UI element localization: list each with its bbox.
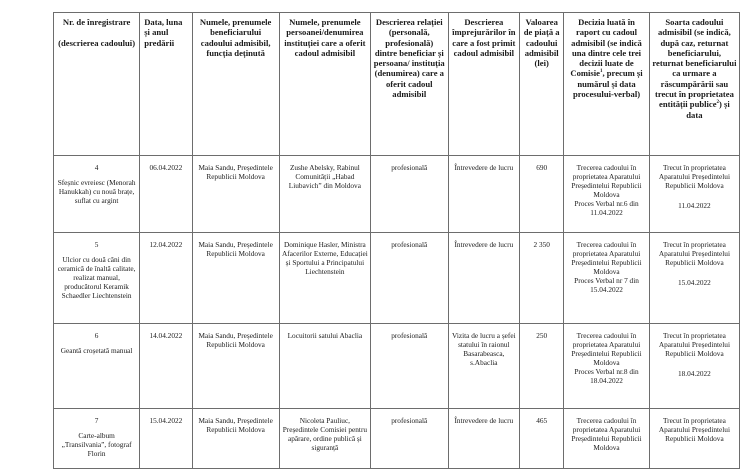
- col-header-date: Data, luna și anul predării: [140, 13, 192, 156]
- cell-giver: Zushe Abelsky, Rabinul Comunității „Habad Liubavich” din Moldova: [279, 156, 370, 233]
- cell-nr-description: 7 Carte-album „Transilvania”, fotograf Florin: [54, 409, 140, 469]
- cell-relation: profesională: [371, 409, 448, 469]
- table-row: [54, 324, 740, 409]
- cell-value: 250: [520, 324, 564, 409]
- cell-decision: Trecerea cadoului în proprietatea Aparatului Președintelui Republicii Moldova: [564, 409, 650, 469]
- gifts-register-table: [53, 12, 740, 469]
- table-row: [54, 233, 740, 324]
- cell-giver: Locuitorii satului Abaclia: [279, 324, 370, 409]
- col-header-value: Valoarea de piață a cadoului admisibil (lei): [520, 13, 564, 156]
- cell-value: 2 350: [520, 233, 564, 324]
- cell-nr-description: 5 Ulcior cu două căni din ceramică de înaltă calitate, realizat manual, producătorul Keramik Schaedler Liechtenstein: [54, 233, 140, 324]
- cell-fate: Trecut în proprietatea Aparatului Președintelui Republicii Moldova: [649, 409, 739, 469]
- cell-decision: Trecerea cadoului în proprietatea Aparatului Președintelui Republicii Moldova Proces Verbal nr 7 din 15.04.2022: [564, 233, 650, 324]
- cell-nr-description: 6 Geantă croșetată manual: [54, 324, 140, 409]
- cell-circumstances: Întrevedere de lucru: [448, 156, 520, 233]
- col-header-nr: [54, 13, 140, 156]
- cell-fate: Trecut în proprietatea Aparatului Președintelui Republicii Moldova 11.04.2022: [649, 156, 739, 233]
- cell-beneficiary: Maia Sandu, Președintele Republicii Moldova: [192, 233, 279, 324]
- cell-circumstances: Vizita de lucru a șefei statului în raionul Basarabeasca, s.Abaclia: [448, 324, 520, 409]
- cell-value: 690: [520, 156, 564, 233]
- cell-relation: profesională: [371, 324, 448, 409]
- cell-value: 465: [520, 409, 564, 469]
- cell-date: 15.04.2022: [140, 409, 192, 469]
- table-row: [54, 409, 740, 469]
- col-header-fate: Soarta cadoului admisibil (se indică, după caz, returnat beneficiarului, returnat beneficiarului ca urmare a răscumpărării sau trecut în proprietatea entității publice$^2$) și data: [649, 13, 739, 156]
- table-row: [54, 156, 740, 233]
- col-header-beneficiary: Numele, prenumele beneficiarului cadoului admisibil, funcția deținută: [192, 13, 279, 156]
- cell-date: 06.04.2022: [140, 156, 192, 233]
- cell-nr-description: 4 Sfeșnic evreiesc (Menorah Hanukkah) cu nouă brațe, suflat cu argint: [54, 156, 140, 233]
- col-header-circumstances: Descrierea împrejurărilor în care a fost primit cadoul admisibil: [448, 13, 520, 156]
- col-header-nr-label: Nr. de înregistrare: [62, 17, 131, 27]
- cell-decision: Trecerea cadoului în proprietatea Aparatului Președintelui Republicii Moldova Proces Verbal nr.8 din 18.04.2022: [564, 324, 650, 409]
- cell-giver: Dominique Hasler, Ministra Afacerilor Externe, Educației și Sportului a Principatului Liechtenstein: [279, 233, 370, 324]
- cell-beneficiary: Maia Sandu, Președintele Republicii Moldova: [192, 156, 279, 233]
- cell-giver: Nicoleta Pauliuc, Președintele Comisiei pentru apărare, ordine publică și siguranță: [279, 409, 370, 469]
- col-header-nr-sub: (descrierea cadoului): [58, 37, 136, 48]
- cell-beneficiary: Maia Sandu, Președintele Republicii Moldova: [192, 324, 279, 409]
- col-header-relation: Descrierea relației (personală, profesională) dintre beneficiar și persoana/ instituția (denumirea) care a oferit cadoul admisibil: [371, 13, 448, 156]
- cell-relation: profesională: [371, 156, 448, 233]
- cell-fate: Trecut în proprietatea Aparatului Președintelui Republicii Moldova 18.04.2022: [649, 324, 739, 409]
- cell-circumstances: Întrevedere de lucru: [448, 409, 520, 469]
- cell-relation: profesională: [371, 233, 448, 324]
- cell-decision: Trecerea cadoului în proprietatea Aparatului Președintelui Republicii Moldova Proces Verbal nr.6 din 11.04.2022: [564, 156, 650, 233]
- col-header-decision: Decizia luată în raport cu cadoul admisibil (se indică una dintre cele trei decizii luate de Comisie$^1$, precum și numărul și data procesului-verbal): [564, 13, 650, 156]
- cell-fate: Trecut în proprietatea Aparatului Președintelui Republicii Moldova 15.04.2022: [649, 233, 739, 324]
- col-header-giver: Numele, prenumele persoanei/denumirea instituției care a oferit cadoul admisibil: [279, 13, 370, 156]
- cell-date: 12.04.2022: [140, 233, 192, 324]
- header-row: [54, 13, 740, 156]
- cell-circumstances: Întrevedere de lucru: [448, 233, 520, 324]
- cell-beneficiary: Maia Sandu, Președintele Republicii Moldova: [192, 409, 279, 469]
- cell-date: 14.04.2022: [140, 324, 192, 409]
